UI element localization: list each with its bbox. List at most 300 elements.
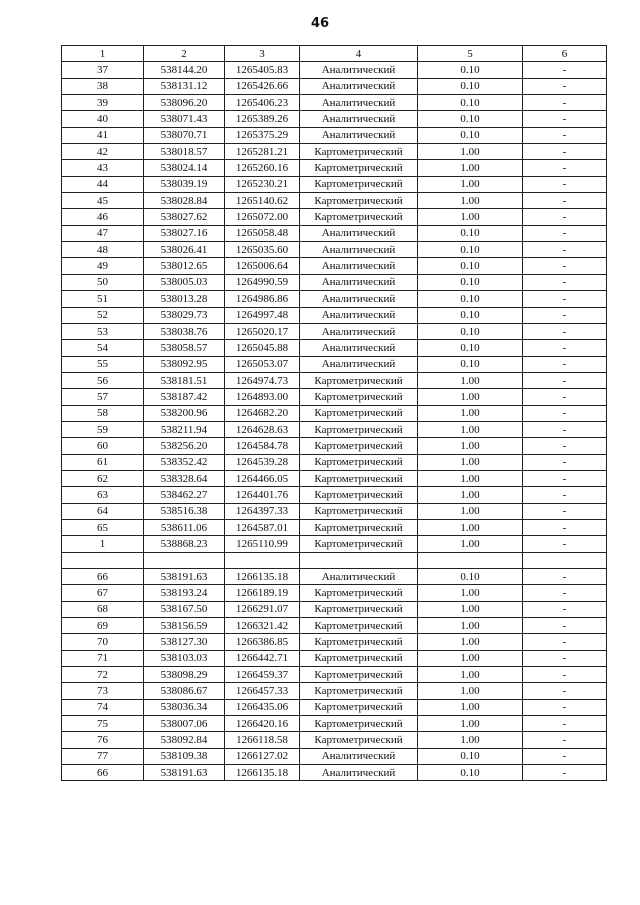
accuracy-cell: 1.00 bbox=[418, 405, 523, 421]
table-row bbox=[62, 209, 607, 225]
accuracy-cell: 1.00 bbox=[418, 372, 523, 388]
table-row bbox=[62, 667, 607, 683]
note-cell: - bbox=[523, 585, 607, 601]
y-coordinate-cell: 1266189.19 bbox=[225, 585, 300, 601]
table-row bbox=[62, 470, 607, 486]
note-cell: - bbox=[523, 258, 607, 274]
point-number-cell: 65 bbox=[62, 519, 144, 535]
accuracy-cell: 1.00 bbox=[418, 667, 523, 683]
note-cell: - bbox=[523, 519, 607, 535]
x-coordinate-cell: 538516.38 bbox=[144, 503, 225, 519]
y-coordinate-cell: 1265020.17 bbox=[225, 323, 300, 339]
accuracy-cell: 1.00 bbox=[418, 160, 523, 176]
coordinates-table bbox=[61, 45, 607, 781]
method-cell: Картометрический bbox=[300, 683, 418, 699]
y-coordinate-cell: 1266291.07 bbox=[225, 601, 300, 617]
point-number-cell: 59 bbox=[62, 421, 144, 437]
method-cell: Аналитический bbox=[300, 242, 418, 258]
y-coordinate-cell: 1265406.23 bbox=[225, 95, 300, 111]
x-coordinate-cell: 538127.30 bbox=[144, 634, 225, 650]
table-row bbox=[62, 193, 607, 209]
method-cell: Картометрический bbox=[300, 699, 418, 715]
x-coordinate-cell: 538109.38 bbox=[144, 748, 225, 764]
table-row bbox=[62, 307, 607, 323]
method-cell: Аналитический bbox=[300, 111, 418, 127]
x-coordinate-cell: 538462.27 bbox=[144, 487, 225, 503]
accuracy-cell: 1.00 bbox=[418, 209, 523, 225]
x-coordinate-cell: 538036.34 bbox=[144, 699, 225, 715]
table-row bbox=[62, 127, 607, 143]
point-number-cell: 39 bbox=[62, 95, 144, 111]
accuracy-cell: 1.00 bbox=[418, 193, 523, 209]
x-coordinate-cell: 538187.42 bbox=[144, 389, 225, 405]
table-row bbox=[62, 258, 607, 274]
y-coordinate-cell: 1265072.00 bbox=[225, 209, 300, 225]
note-cell: - bbox=[523, 160, 607, 176]
point-number-cell: 51 bbox=[62, 291, 144, 307]
note-cell: - bbox=[523, 323, 607, 339]
y-coordinate-cell: 1265389.26 bbox=[225, 111, 300, 127]
y-coordinate-cell: 1265426.66 bbox=[225, 78, 300, 94]
note-cell: - bbox=[523, 503, 607, 519]
y-coordinate-cell: 1266459.37 bbox=[225, 667, 300, 683]
note-cell: - bbox=[523, 356, 607, 372]
table-row bbox=[62, 634, 607, 650]
method-cell bbox=[300, 552, 418, 568]
point-number-cell: 53 bbox=[62, 323, 144, 339]
accuracy-cell: 1.00 bbox=[418, 389, 523, 405]
x-coordinate-cell: 538039.19 bbox=[144, 176, 225, 192]
x-coordinate-cell: 538012.65 bbox=[144, 258, 225, 274]
accuracy-cell: 1.00 bbox=[418, 144, 523, 160]
point-number-cell: 1 bbox=[62, 536, 144, 552]
table-row bbox=[62, 176, 607, 192]
accuracy-cell: 1.00 bbox=[418, 732, 523, 748]
accuracy-cell: 0.10 bbox=[418, 78, 523, 94]
method-cell: Картометрический bbox=[300, 650, 418, 666]
table-row bbox=[62, 95, 607, 111]
note-cell: - bbox=[523, 95, 607, 111]
note-cell: - bbox=[523, 193, 607, 209]
note-cell: - bbox=[523, 340, 607, 356]
table-row bbox=[62, 242, 607, 258]
accuracy-cell: 1.00 bbox=[418, 536, 523, 552]
x-coordinate-cell: 538181.51 bbox=[144, 372, 225, 388]
point-number-cell: 60 bbox=[62, 438, 144, 454]
accuracy-cell: 1.00 bbox=[418, 519, 523, 535]
method-cell: Аналитический bbox=[300, 291, 418, 307]
method-cell: Аналитический bbox=[300, 748, 418, 764]
method-cell: Картометрический bbox=[300, 209, 418, 225]
table-row bbox=[62, 340, 607, 356]
y-coordinate-cell bbox=[225, 552, 300, 568]
accuracy-cell: 0.10 bbox=[418, 765, 523, 781]
y-coordinate-cell: 1266135.18 bbox=[225, 569, 300, 585]
point-number-cell: 54 bbox=[62, 340, 144, 356]
point-number-cell: 49 bbox=[62, 258, 144, 274]
note-cell: - bbox=[523, 569, 607, 585]
column-header-4: 4 bbox=[300, 46, 418, 62]
table-row bbox=[62, 732, 607, 748]
accuracy-cell: 1.00 bbox=[418, 470, 523, 486]
method-cell: Картометрический bbox=[300, 160, 418, 176]
method-cell: Аналитический bbox=[300, 307, 418, 323]
table-row bbox=[62, 601, 607, 617]
y-coordinate-cell: 1266435.06 bbox=[225, 699, 300, 715]
accuracy-cell: 1.00 bbox=[418, 454, 523, 470]
x-coordinate-cell: 538144.20 bbox=[144, 62, 225, 78]
page-number: 46 bbox=[310, 16, 330, 31]
accuracy-cell: 0.10 bbox=[418, 323, 523, 339]
x-coordinate-cell: 538200.96 bbox=[144, 405, 225, 421]
column-header-5: 5 bbox=[418, 46, 523, 62]
method-cell: Картометрический bbox=[300, 421, 418, 437]
accuracy-cell: 1.00 bbox=[418, 650, 523, 666]
y-coordinate-cell: 1266127.02 bbox=[225, 748, 300, 764]
table-row bbox=[62, 716, 607, 732]
point-number-cell: 48 bbox=[62, 242, 144, 258]
method-cell: Картометрический bbox=[300, 618, 418, 634]
x-coordinate-cell: 538256.20 bbox=[144, 438, 225, 454]
x-coordinate-cell: 538191.63 bbox=[144, 765, 225, 781]
point-number-cell: 55 bbox=[62, 356, 144, 372]
table-row bbox=[62, 503, 607, 519]
point-number-cell bbox=[62, 552, 144, 568]
method-cell: Аналитический bbox=[300, 225, 418, 241]
y-coordinate-cell: 1264682.20 bbox=[225, 405, 300, 421]
method-cell: Картометрический bbox=[300, 732, 418, 748]
table-row bbox=[62, 487, 607, 503]
x-coordinate-cell: 538005.03 bbox=[144, 274, 225, 290]
point-number-cell: 76 bbox=[62, 732, 144, 748]
table-row bbox=[62, 405, 607, 421]
table-row bbox=[62, 62, 607, 78]
method-cell: Аналитический bbox=[300, 765, 418, 781]
x-coordinate-cell: 538103.03 bbox=[144, 650, 225, 666]
y-coordinate-cell: 1266321.42 bbox=[225, 618, 300, 634]
point-number-cell: 37 bbox=[62, 62, 144, 78]
method-cell: Картометрический bbox=[300, 716, 418, 732]
table-header bbox=[62, 46, 607, 62]
x-coordinate-cell: 538028.84 bbox=[144, 193, 225, 209]
x-coordinate-cell: 538328.64 bbox=[144, 470, 225, 486]
y-coordinate-cell: 1264539.28 bbox=[225, 454, 300, 470]
x-coordinate-cell: 538018.57 bbox=[144, 144, 225, 160]
point-number-cell: 62 bbox=[62, 470, 144, 486]
x-coordinate-cell bbox=[144, 552, 225, 568]
note-cell bbox=[523, 552, 607, 568]
x-coordinate-cell: 538058.57 bbox=[144, 340, 225, 356]
y-coordinate-cell: 1266135.18 bbox=[225, 765, 300, 781]
table-row bbox=[62, 160, 607, 176]
point-number-cell: 50 bbox=[62, 274, 144, 290]
accuracy-cell: 0.10 bbox=[418, 111, 523, 127]
point-number-cell: 63 bbox=[62, 487, 144, 503]
note-cell: - bbox=[523, 487, 607, 503]
table-row bbox=[62, 585, 607, 601]
x-coordinate-cell: 538092.84 bbox=[144, 732, 225, 748]
note-cell: - bbox=[523, 405, 607, 421]
note-cell: - bbox=[523, 732, 607, 748]
note-cell: - bbox=[523, 209, 607, 225]
x-coordinate-cell: 538131.12 bbox=[144, 78, 225, 94]
table-row bbox=[62, 699, 607, 715]
column-header-3: 3 bbox=[225, 46, 300, 62]
table-row bbox=[62, 683, 607, 699]
method-cell: Картометрический bbox=[300, 585, 418, 601]
y-coordinate-cell: 1264628.63 bbox=[225, 421, 300, 437]
method-cell: Аналитический bbox=[300, 274, 418, 290]
column-header-6: 6 bbox=[523, 46, 607, 62]
note-cell: - bbox=[523, 127, 607, 143]
x-coordinate-cell: 538156.59 bbox=[144, 618, 225, 634]
point-number-cell: 64 bbox=[62, 503, 144, 519]
y-coordinate-cell: 1265405.83 bbox=[225, 62, 300, 78]
table-row bbox=[62, 650, 607, 666]
accuracy-cell: 1.00 bbox=[418, 503, 523, 519]
method-cell: Аналитический bbox=[300, 127, 418, 143]
x-coordinate-cell: 538096.20 bbox=[144, 95, 225, 111]
point-number-cell: 42 bbox=[62, 144, 144, 160]
note-cell: - bbox=[523, 421, 607, 437]
table-row bbox=[62, 569, 607, 585]
point-number-cell: 74 bbox=[62, 699, 144, 715]
y-coordinate-cell: 1265058.48 bbox=[225, 225, 300, 241]
note-cell: - bbox=[523, 225, 607, 241]
table-row bbox=[62, 78, 607, 94]
point-number-cell: 52 bbox=[62, 307, 144, 323]
y-coordinate-cell: 1265006.64 bbox=[225, 258, 300, 274]
y-coordinate-cell: 1265110.99 bbox=[225, 536, 300, 552]
point-number-cell: 67 bbox=[62, 585, 144, 601]
accuracy-cell: 0.10 bbox=[418, 274, 523, 290]
note-cell: - bbox=[523, 699, 607, 715]
table-row bbox=[62, 519, 607, 535]
method-cell: Аналитический bbox=[300, 340, 418, 356]
table-row bbox=[62, 356, 607, 372]
accuracy-cell bbox=[418, 552, 523, 568]
accuracy-cell: 1.00 bbox=[418, 601, 523, 617]
x-coordinate-cell: 538191.63 bbox=[144, 569, 225, 585]
point-number-cell: 73 bbox=[62, 683, 144, 699]
table-row bbox=[62, 389, 607, 405]
accuracy-cell: 0.10 bbox=[418, 225, 523, 241]
table-row bbox=[62, 225, 607, 241]
note-cell: - bbox=[523, 307, 607, 323]
accuracy-cell: 1.00 bbox=[418, 421, 523, 437]
point-number-cell: 47 bbox=[62, 225, 144, 241]
method-cell: Картометрический bbox=[300, 519, 418, 535]
column-header-2: 2 bbox=[144, 46, 225, 62]
table-row bbox=[62, 274, 607, 290]
method-cell: Картометрический bbox=[300, 405, 418, 421]
point-number-cell: 45 bbox=[62, 193, 144, 209]
x-coordinate-cell: 538038.76 bbox=[144, 323, 225, 339]
point-number-cell: 66 bbox=[62, 765, 144, 781]
note-cell: - bbox=[523, 438, 607, 454]
table-row bbox=[62, 552, 607, 568]
accuracy-cell: 1.00 bbox=[418, 176, 523, 192]
method-cell: Картометрический bbox=[300, 503, 418, 519]
x-coordinate-cell: 538098.29 bbox=[144, 667, 225, 683]
table-row bbox=[62, 323, 607, 339]
y-coordinate-cell: 1266420.16 bbox=[225, 716, 300, 732]
note-cell: - bbox=[523, 176, 607, 192]
y-coordinate-cell: 1266118.58 bbox=[225, 732, 300, 748]
method-cell: Картометрический bbox=[300, 667, 418, 683]
method-cell: Картометрический bbox=[300, 144, 418, 160]
method-cell: Картометрический bbox=[300, 176, 418, 192]
accuracy-cell: 1.00 bbox=[418, 683, 523, 699]
accuracy-cell: 1.00 bbox=[418, 487, 523, 503]
method-cell: Картометрический bbox=[300, 372, 418, 388]
x-coordinate-cell: 538193.24 bbox=[144, 585, 225, 601]
note-cell: - bbox=[523, 650, 607, 666]
point-number-cell: 43 bbox=[62, 160, 144, 176]
x-coordinate-cell: 538026.41 bbox=[144, 242, 225, 258]
x-coordinate-cell: 538086.67 bbox=[144, 683, 225, 699]
y-coordinate-cell: 1266386.85 bbox=[225, 634, 300, 650]
x-coordinate-cell: 538868.23 bbox=[144, 536, 225, 552]
method-cell: Картометрический bbox=[300, 470, 418, 486]
point-number-cell: 46 bbox=[62, 209, 144, 225]
table-row bbox=[62, 536, 607, 552]
note-cell: - bbox=[523, 765, 607, 781]
x-coordinate-cell: 538167.50 bbox=[144, 601, 225, 617]
point-number-cell: 61 bbox=[62, 454, 144, 470]
point-number-cell: 58 bbox=[62, 405, 144, 421]
note-cell: - bbox=[523, 683, 607, 699]
accuracy-cell: 1.00 bbox=[418, 634, 523, 650]
accuracy-cell: 1.00 bbox=[418, 699, 523, 715]
method-cell: Картометрический bbox=[300, 634, 418, 650]
note-cell: - bbox=[523, 242, 607, 258]
point-number-cell: 66 bbox=[62, 569, 144, 585]
y-coordinate-cell: 1265230.21 bbox=[225, 176, 300, 192]
x-coordinate-cell: 538029.73 bbox=[144, 307, 225, 323]
accuracy-cell: 0.10 bbox=[418, 242, 523, 258]
point-number-cell: 41 bbox=[62, 127, 144, 143]
accuracy-cell: 0.10 bbox=[418, 569, 523, 585]
method-cell: Аналитический bbox=[300, 323, 418, 339]
y-coordinate-cell: 1265281.21 bbox=[225, 144, 300, 160]
accuracy-cell: 1.00 bbox=[418, 438, 523, 454]
method-cell: Картометрический bbox=[300, 487, 418, 503]
x-coordinate-cell: 538611.06 bbox=[144, 519, 225, 535]
note-cell: - bbox=[523, 470, 607, 486]
method-cell: Аналитический bbox=[300, 62, 418, 78]
accuracy-cell: 1.00 bbox=[418, 585, 523, 601]
column-header-1: 1 bbox=[62, 46, 144, 62]
y-coordinate-cell: 1264466.05 bbox=[225, 470, 300, 486]
table-row bbox=[62, 421, 607, 437]
table-row bbox=[62, 618, 607, 634]
x-coordinate-cell: 538013.28 bbox=[144, 291, 225, 307]
point-number-cell: 44 bbox=[62, 176, 144, 192]
point-number-cell: 77 bbox=[62, 748, 144, 764]
table-row bbox=[62, 372, 607, 388]
method-cell: Картометрический bbox=[300, 389, 418, 405]
accuracy-cell: 0.10 bbox=[418, 356, 523, 372]
point-number-cell: 72 bbox=[62, 667, 144, 683]
note-cell: - bbox=[523, 78, 607, 94]
note-cell: - bbox=[523, 372, 607, 388]
point-number-cell: 57 bbox=[62, 389, 144, 405]
header-row bbox=[62, 46, 607, 62]
table-row bbox=[62, 438, 607, 454]
x-coordinate-cell: 538070.71 bbox=[144, 127, 225, 143]
note-cell: - bbox=[523, 716, 607, 732]
note-cell: - bbox=[523, 62, 607, 78]
table-body bbox=[62, 62, 607, 781]
note-cell: - bbox=[523, 111, 607, 127]
y-coordinate-cell: 1264986.86 bbox=[225, 291, 300, 307]
accuracy-cell: 1.00 bbox=[418, 618, 523, 634]
accuracy-cell: 0.10 bbox=[418, 127, 523, 143]
x-coordinate-cell: 538071.43 bbox=[144, 111, 225, 127]
y-coordinate-cell: 1264397.33 bbox=[225, 503, 300, 519]
method-cell: Аналитический bbox=[300, 258, 418, 274]
method-cell: Картометрический bbox=[300, 601, 418, 617]
note-cell: - bbox=[523, 667, 607, 683]
note-cell: - bbox=[523, 536, 607, 552]
x-coordinate-cell: 538007.06 bbox=[144, 716, 225, 732]
y-coordinate-cell: 1264990.59 bbox=[225, 274, 300, 290]
note-cell: - bbox=[523, 291, 607, 307]
note-cell: - bbox=[523, 389, 607, 405]
point-number-cell: 71 bbox=[62, 650, 144, 666]
x-coordinate-cell: 538092.95 bbox=[144, 356, 225, 372]
table-row bbox=[62, 454, 607, 470]
y-coordinate-cell: 1264893.00 bbox=[225, 389, 300, 405]
point-number-cell: 68 bbox=[62, 601, 144, 617]
y-coordinate-cell: 1265140.62 bbox=[225, 193, 300, 209]
method-cell: Картометрический bbox=[300, 536, 418, 552]
x-coordinate-cell: 538211.94 bbox=[144, 421, 225, 437]
accuracy-cell: 0.10 bbox=[418, 291, 523, 307]
table-row bbox=[62, 291, 607, 307]
y-coordinate-cell: 1265053.07 bbox=[225, 356, 300, 372]
y-coordinate-cell: 1265260.16 bbox=[225, 160, 300, 176]
x-coordinate-cell: 538027.16 bbox=[144, 225, 225, 241]
method-cell: Аналитический bbox=[300, 356, 418, 372]
method-cell: Картометрический bbox=[300, 438, 418, 454]
point-number-cell: 38 bbox=[62, 78, 144, 94]
y-coordinate-cell: 1264401.76 bbox=[225, 487, 300, 503]
y-coordinate-cell: 1264997.48 bbox=[225, 307, 300, 323]
y-coordinate-cell: 1265375.29 bbox=[225, 127, 300, 143]
method-cell: Картометрический bbox=[300, 454, 418, 470]
y-coordinate-cell: 1266457.33 bbox=[225, 683, 300, 699]
table-row bbox=[62, 765, 607, 781]
y-coordinate-cell: 1265045.88 bbox=[225, 340, 300, 356]
method-cell: Аналитический bbox=[300, 78, 418, 94]
y-coordinate-cell: 1266442.71 bbox=[225, 650, 300, 666]
method-cell: Аналитический bbox=[300, 569, 418, 585]
x-coordinate-cell: 538352.42 bbox=[144, 454, 225, 470]
point-number-cell: 75 bbox=[62, 716, 144, 732]
note-cell: - bbox=[523, 454, 607, 470]
accuracy-cell: 0.10 bbox=[418, 748, 523, 764]
accuracy-cell: 0.10 bbox=[418, 95, 523, 111]
note-cell: - bbox=[523, 634, 607, 650]
point-number-cell: 40 bbox=[62, 111, 144, 127]
accuracy-cell: 0.10 bbox=[418, 340, 523, 356]
point-number-cell: 56 bbox=[62, 372, 144, 388]
table-row bbox=[62, 111, 607, 127]
method-cell: Картометрический bbox=[300, 193, 418, 209]
note-cell: - bbox=[523, 274, 607, 290]
